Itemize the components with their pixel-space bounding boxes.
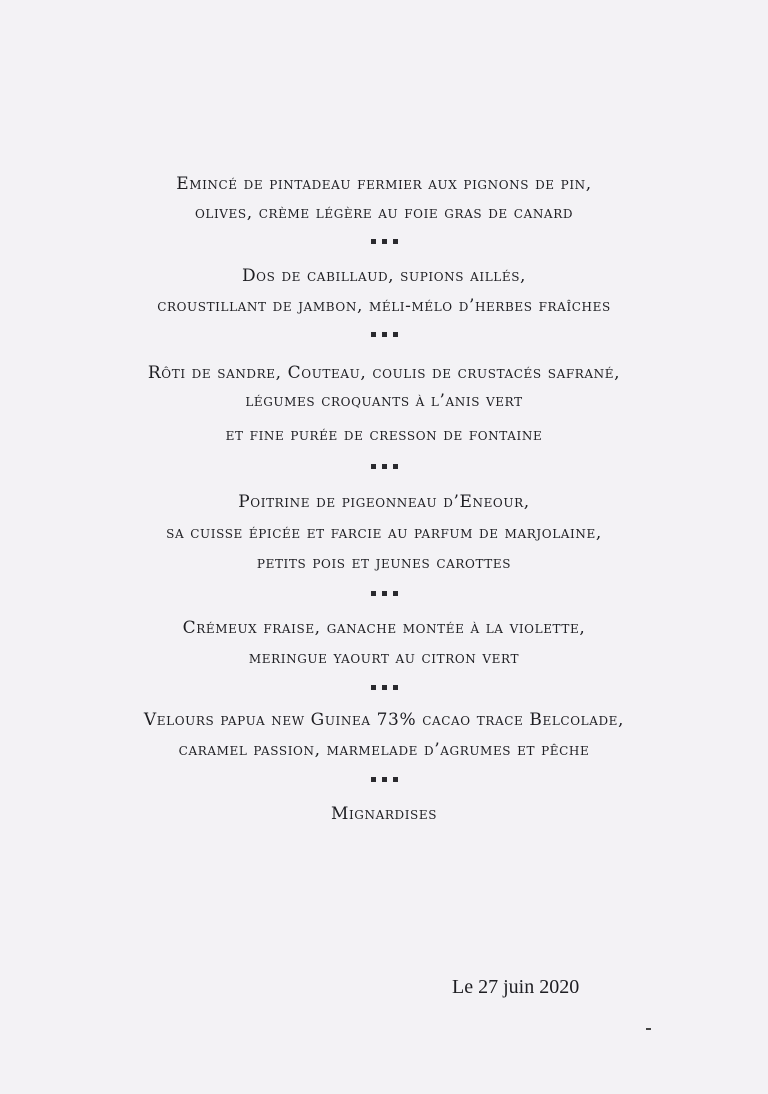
course-1-line-2: olives, crème légère au foie gras de canard [194, 203, 574, 223]
separator [0, 237, 768, 247]
separator [0, 683, 768, 693]
course-4-line-3: petits pois et jeunes carottes [256, 553, 512, 573]
course-7-line-1: Mignardises [330, 804, 438, 824]
separator [0, 775, 768, 785]
course-2-line-1: Dos de cabillaud, supions aillés, [241, 266, 527, 286]
course-3-line-2: légumes croquants à l’anis vert [245, 391, 523, 411]
course-1-line-1: Emincé de pintadeau fermier aux pignons de pin, [176, 174, 592, 194]
stray-mark [646, 1028, 651, 1030]
menu-date: Le 27 juin 2020 [452, 976, 580, 998]
course-5-line-1: Crémeux fraise, ganache montée à la violette, [182, 618, 586, 638]
course-3-line-3: et fine purée de cresson de fontaine [225, 425, 543, 445]
separator [0, 589, 768, 599]
course-6-line-1: Velours papua new Guinea 73% cacao trace Belcolade, [143, 710, 625, 730]
course-6-line-2: caramel passion, marmelade d’agrumes et pêche [178, 740, 590, 760]
separator [0, 330, 768, 340]
course-4-line-2: sa cuisse épicée et farcie au parfum de marjolaine, [166, 523, 602, 543]
course-5-line-2: meringue yaourt au citron vert [248, 648, 520, 668]
separator [0, 462, 768, 472]
course-4-line-1: Poitrine de pigeonneau d’Eneour, [238, 492, 530, 512]
course-3-line-1: Rôti de sandre, Couteau, coulis de crustacés safrané, [147, 363, 621, 383]
course-2-line-2: croustillant de jambon, méli-mélo d’herbes fraîches [157, 296, 611, 316]
